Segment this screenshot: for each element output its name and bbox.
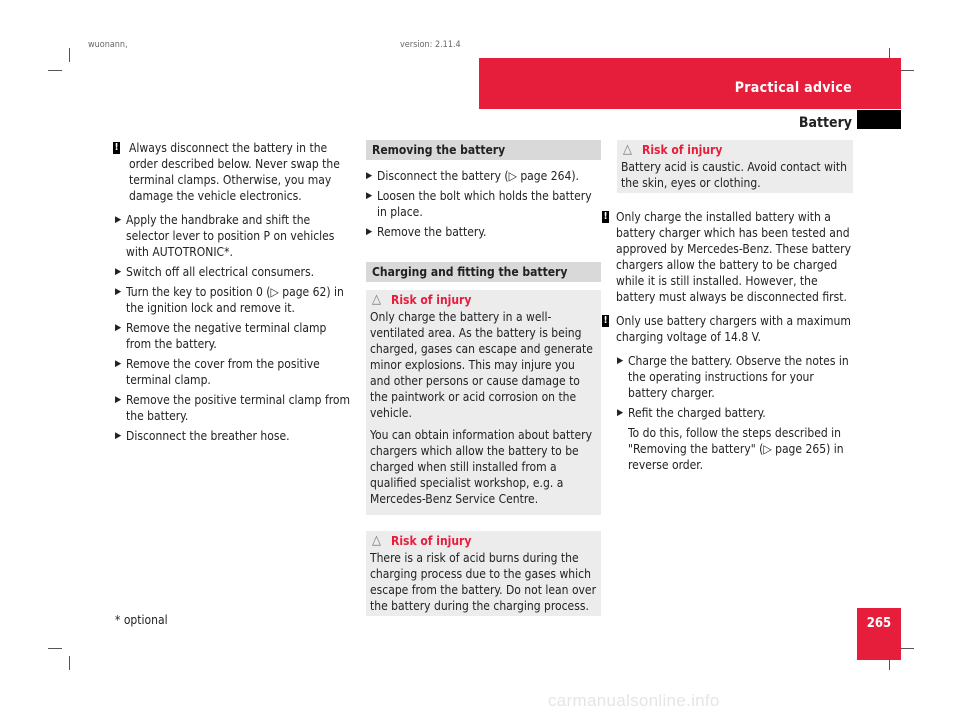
crop-mark [48,70,62,71]
step-arrow-icon: ▶ [115,431,122,441]
note-text: Only use battery chargers with a maximum charging voltage of 14.8 V. [616,314,851,344]
warning-text: Only charge the battery in a well-ventilated area. As the battery is being charged, gases can escape and generate minor explosions. This may injure you and other persons or cause damage to the paintwork or acid corrosion on the vehicle. [370,310,593,420]
note [602,209,853,305]
warning-title: △ Risk of injury [372,292,472,307]
crop-mark [900,70,914,71]
warning-title: △ Risk of injury [623,142,723,157]
thumb-tab [857,110,901,129]
list-item: ▶ Disconnect the breather hose. [115,429,290,443]
watermark: carmanualsonline.info [548,691,720,710]
page-title: Battery [798,115,852,131]
list-item: ▶ Remove the cover from the positive terminal clamp. [115,357,320,387]
step-arrow-icon: ▶ [115,395,122,405]
note-text: Always disconnect the battery in the order described below. Never swap the terminal clamps. Otherwise, you may damage the vehicle electronics. [129,141,340,203]
print-meta-left: wuonann, [88,40,128,50]
page-number: 265 [866,616,892,631]
step-followup: To do this, follow the steps described in "Removing the battery" (▷ page 265) in reverse order. [628,426,844,472]
warning-triangle-icon: △ [372,533,381,548]
warning-text: There is a risk of acid burns during the charging process due to the gases which escape from the battery. Do not lean over the battery during the charging process. [370,551,597,613]
exclamation-icon: ! [114,142,119,153]
crop-mark [900,648,914,649]
section-heading-charging: Charging and fitting the battery [366,262,601,282]
step-arrow-icon: ▶ [617,408,624,418]
warning-box [366,290,601,515]
list-item: ▶ Remove the negative terminal clamp from the battery. [115,321,327,351]
step-list [617,353,853,421]
step-arrow-icon: ▶ [115,267,122,277]
list-item: ▶ Remove the positive terminal clamp from the battery. [115,393,351,423]
step-list [366,168,601,240]
list-item: ▶ Turn the key to position 0 (▷ page 62) in the ignition lock and remove it. [115,285,344,315]
list-item: ▶ Remove the battery. [366,225,487,239]
note [114,140,352,204]
step-arrow-icon: ▶ [115,323,122,333]
warning-text: Battery acid is caustic. Avoid contact with the skin, eyes or clothing. [621,160,847,190]
list-item: ▶ Charge the battery. Observe the notes in the operating instructions for your battery charger. [617,354,849,400]
step-arrow-icon: ▶ [115,215,122,225]
step-arrow-icon: ▶ [366,171,373,181]
exclamation-icon: ! [603,211,608,222]
section-title: Practical advice [734,80,852,96]
step-arrow-icon: ▶ [366,227,373,237]
footnote: * optional [115,613,168,627]
crop-mark [69,48,70,62]
column-3 [603,140,853,473]
print-meta-right: version: 2.11.4 [400,40,461,50]
exclamation-icon: ! [603,315,608,326]
note [602,313,853,345]
section-heading-removing: Removing the battery [366,140,601,160]
step-arrow-icon: ▶ [617,356,624,366]
warning-title: △ Risk of injury [372,533,472,548]
note-text: Only charge the installed battery with a battery charger which has been tested and approved by Mercedes-Benz. These battery chargers allow the battery to be charged while it is still installed. However, the battery must always be disconnected first. [616,210,851,304]
step-list [115,212,352,444]
crop-mark [69,656,70,670]
step-arrow-icon: ▶ [366,191,373,201]
column-1 [115,140,352,448]
warning-box [617,140,853,193]
warning-triangle-icon: △ [623,142,632,157]
crop-mark [48,648,62,649]
step-arrow-icon: ▶ [115,287,122,297]
column-2 [366,140,601,632]
list-item: ▶ Disconnect the battery (▷ page 264). [366,169,579,183]
list-item: ▶ Loosen the bolt which holds the battery in place. [366,189,592,219]
warning-box [366,531,601,616]
step-arrow-icon: ▶ [115,359,122,369]
list-item: ▶ Refit the charged battery. [617,406,766,420]
list-item: ▶ Switch off all electrical consumers. [115,265,315,279]
warning-triangle-icon: △ [372,292,381,307]
list-item: ▶ Apply the handbrake and shift the selector lever to position P on vehicles with AUTOTRONIC*. [115,213,335,259]
warning-text: You can obtain information about battery chargers which allow the battery to be charged when still installed from a qualified specialist workshop, e.g. a Mercedes-Benz Service Centre. [370,428,592,506]
